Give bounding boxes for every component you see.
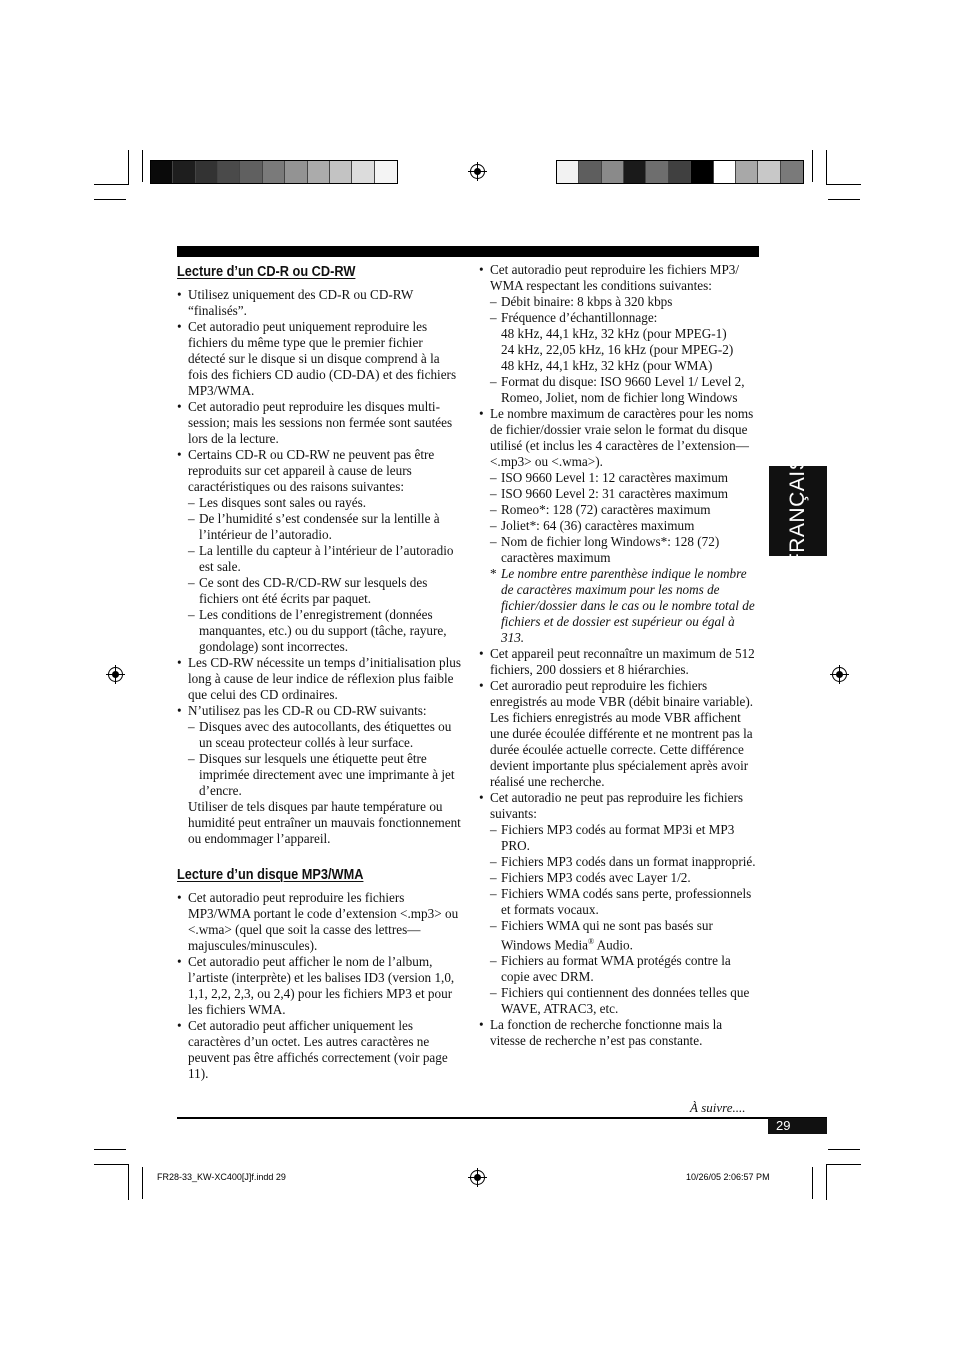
sub-item: – Les disques sont sales ou rayés. <box>188 495 462 511</box>
sub-item: – Romeo*: 128 (72) caractères maximum <box>490 502 761 518</box>
list-item: • Cet autoradio peut afficher uniquement les caractères d’un octet. Les autres caractères ne peuvent pas être affichés correctement (voir page 11). <box>177 1018 462 1082</box>
frequency-line: 48 kHz, 44,1 kHz, 32 kHz (pour MPEG-1) <box>501 326 727 341</box>
color-calibration-bar-left <box>150 160 398 184</box>
list-item-text: Cet auroradio peut reproduire les fichiers enregistrés au mode VBR (débit binaire variable). <box>490 678 754 709</box>
footer-rule <box>177 1117 827 1119</box>
left-column <box>177 262 462 1082</box>
footer-file-info: FR28-33_KW-XC400[J]f.indd 29 <box>157 1172 286 1182</box>
sub-item: – Nom de fichier long Windows*: 128 (72) caractères maximum <box>490 534 761 566</box>
sub-item: – Joliet*: 64 (36) caractères maximum <box>490 518 761 534</box>
list-item: • La fonction de recherche fonctionne mais la vitesse de recherche n’est pas constante. <box>479 1017 761 1049</box>
list-item-text: Cet autoradio ne peut pas reproduire les fichiers suivants: <box>490 790 744 821</box>
mp3-wma-list <box>177 890 462 1082</box>
color-swatch <box>602 161 624 183</box>
registration-mark-bottom <box>470 1170 485 1185</box>
color-swatch <box>173 161 195 183</box>
color-swatch <box>263 161 285 183</box>
sub-item <box>490 918 761 953</box>
continued-label: À suivre.... <box>690 1100 746 1115</box>
page-number: 29 <box>768 1118 827 1134</box>
sub-list <box>490 294 761 406</box>
list-item <box>479 406 761 646</box>
sub-item: – De l’humidité s’est condensée sur la lentille à l’intérieur de l’autoradio. <box>188 511 462 543</box>
list-item <box>479 790 761 1017</box>
sub-item: – Fichiers qui contiennent des données telles que WAVE, ATRAC3, etc. <box>490 985 761 1017</box>
footer-timestamp: 10/26/05 2:06:57 PM <box>686 1172 770 1182</box>
paragraph: Les fichiers enregistrés au mode VBR affichent une durée écoulée différente et ne montrent pas la durée écoulée actuelle correcte. Cette différence devient importante plus spécialement après avoir réalisé une recherche. <box>490 710 753 789</box>
sub-item: – Fichiers MP3 codés au format MP3i et MP3 PRO. <box>490 822 761 854</box>
color-swatch <box>557 161 579 183</box>
color-swatch <box>714 161 736 183</box>
sub-item: – La lentille du capteur à l’intérieur de l’autoradio est sale. <box>188 543 462 575</box>
sub-item: – Ce sont des CD-R/CD-RW sur lesquels des fichiers ont été écrits par paquet. <box>188 575 462 607</box>
color-swatch <box>196 161 218 183</box>
color-swatch <box>375 161 397 183</box>
registration-mark-top <box>470 164 485 179</box>
list-item-text: N’utilisez pas les CD-R ou CD-RW suivants: <box>188 703 427 718</box>
sub-list <box>188 719 462 799</box>
color-swatch <box>736 161 758 183</box>
sub-item: – Format du disque: ISO 9660 Level 1/ Level 2, Romeo, Joliet, nom de fichier long Windows <box>490 374 761 406</box>
header-rule <box>177 246 759 257</box>
sub-item: – Les conditions de l’enregistrement (données manquantes, etc.) ou du support (tâche, rayure, gondolage) sont incorrectes. <box>188 607 462 655</box>
footnote: * Le nombre entre parenthèse indique le nombre de caractères maximum pour les noms de fichier/dossier dans le cas ou le nombre total de fichiers et de dossier est supérieur ou égal à 313. <box>490 566 761 646</box>
color-calibration-bar-right <box>556 160 804 184</box>
color-swatch <box>624 161 646 183</box>
section-title-cd-r: Lecture d’un CD-R ou CD-RW <box>177 264 356 280</box>
list-item: • Cet autoradio peut uniquement reproduire les fichiers du même type que le premier fichier détecté sur le disque si un disque comprend à la fois des fichiers CD audio (CD-DA) et des fichiers MP3/WMA. <box>177 319 462 399</box>
cd-r-list <box>177 287 462 847</box>
sub-item: – ISO 9660 Level 2: 31 caractères maximum <box>490 486 761 502</box>
sub-item: – Fichiers MP3 codés avec Layer 1/2. <box>490 870 761 886</box>
color-swatch <box>218 161 240 183</box>
sub-item: – Disques sur lesquels une étiquette peut être imprimée directement avec une imprimante à jet d’encre. <box>188 751 462 799</box>
color-swatch <box>285 161 307 183</box>
sub-item <box>490 310 761 374</box>
color-swatch <box>669 161 691 183</box>
color-swatch <box>691 161 713 183</box>
sub-item: – Débit binaire: 8 kbps à 320 kbps <box>490 294 761 310</box>
language-tab: FRANÇAIS <box>769 466 827 556</box>
sub-item: – Disques avec des autocollants, des étiquettes ou un sceau protecteur collés à leur surface. <box>188 719 462 751</box>
color-swatch <box>758 161 780 183</box>
list-item-text: Le nombre maximum de caractères pour les noms de fichier/dossier vraie selon le format du disque utilisé (et inclus les 4 caractères de l’extension—<.mp3> ou <.wma>). <box>490 406 754 469</box>
sub-item-text: Fréquence d’échantillonnage: <box>501 310 658 325</box>
registration-mark-left <box>108 667 123 682</box>
paragraph: Utiliser de tels disques par haute température ou humidité peut entraîner un mauvais fonctionnement ou endommager l’appareil. <box>188 799 461 846</box>
color-swatch <box>646 161 668 183</box>
frequency-line: 24 kHz, 22,05 kHz, 16 kHz (pour MPEG-2) <box>501 342 734 357</box>
list-item <box>479 678 761 790</box>
list-item: • Utilisez uniquement des CD-R ou CD-RW “finalisés”. <box>177 287 462 319</box>
list-item <box>177 703 462 847</box>
sub-list <box>188 495 462 655</box>
color-swatch <box>579 161 601 183</box>
color-swatch <box>352 161 374 183</box>
sub-item-text: Audio. <box>594 937 633 953</box>
list-item <box>177 447 462 655</box>
sub-list <box>490 822 761 1017</box>
list-item: • Cet autoradio peut afficher le nom de l’album, l’artiste (interprète) et les balises ID3 (version 1,0, 1,1, 2,2, 2,3, ou 2,4) pour les fichiers MP3 et pour les fichiers WMA. <box>177 954 462 1018</box>
conditions-list <box>479 262 761 1049</box>
section-title-mp3-wma: Lecture d’un disque MP3/WMA <box>177 867 364 883</box>
list-item-text: Cet autoradio peut reproduire les fichiers MP3/ WMA respectant les conditions suivantes: <box>490 262 740 293</box>
list-item: • Cet autoradio peut reproduire les disques multi-session; mais les sessions non fermée sont sautées lors de la lecture. <box>177 399 462 447</box>
sub-list <box>490 470 761 566</box>
list-item <box>479 262 761 406</box>
sub-item: – Fichiers WMA codés sans perte, professionnels et formats vocaux. <box>490 886 761 918</box>
registered-mark: ® <box>588 937 595 946</box>
color-swatch <box>308 161 330 183</box>
sub-item: – Fichiers MP3 codés dans un format inapproprié. <box>490 854 761 870</box>
frequency-line: 48 kHz, 44,1 kHz, 32 kHz (pour WMA) <box>501 358 713 373</box>
sub-item: – Fichiers au format WMA protégés contre la copie avec DRM. <box>490 953 761 985</box>
registration-mark-right <box>832 667 847 682</box>
sub-item: – ISO 9660 Level 1: 12 caractères maximum <box>490 470 761 486</box>
sub-item-text: Fichiers WMA qui ne sont pas basés sur Windows Media <box>501 918 713 953</box>
color-swatch <box>240 161 262 183</box>
color-swatch <box>330 161 352 183</box>
color-swatch <box>781 161 803 183</box>
list-item: • Les CD-RW nécessite un temps d’initialisation plus long à cause de leur indice de réflexion plus faible que celui des CD ordinaires. <box>177 655 462 703</box>
list-item: • Cet appareil peut reconnaître un maximum de 512 fichiers, 200 dossiers et 8 hiérarchies. <box>479 646 761 678</box>
list-item-text: Certains CD-R ou CD-RW ne peuvent pas être reproduits sur cet appareil à cause de leurs caractéristiques ou des raisons suivantes: <box>188 447 435 494</box>
color-swatch <box>151 161 173 183</box>
list-item: • Cet autoradio peut reproduire les fichiers MP3/WMA portant le code d’extension <.mp3> ou <.wma> (quel que soit la casse des lettres—majuscules/minuscules). <box>177 890 462 954</box>
right-column <box>479 262 761 1049</box>
